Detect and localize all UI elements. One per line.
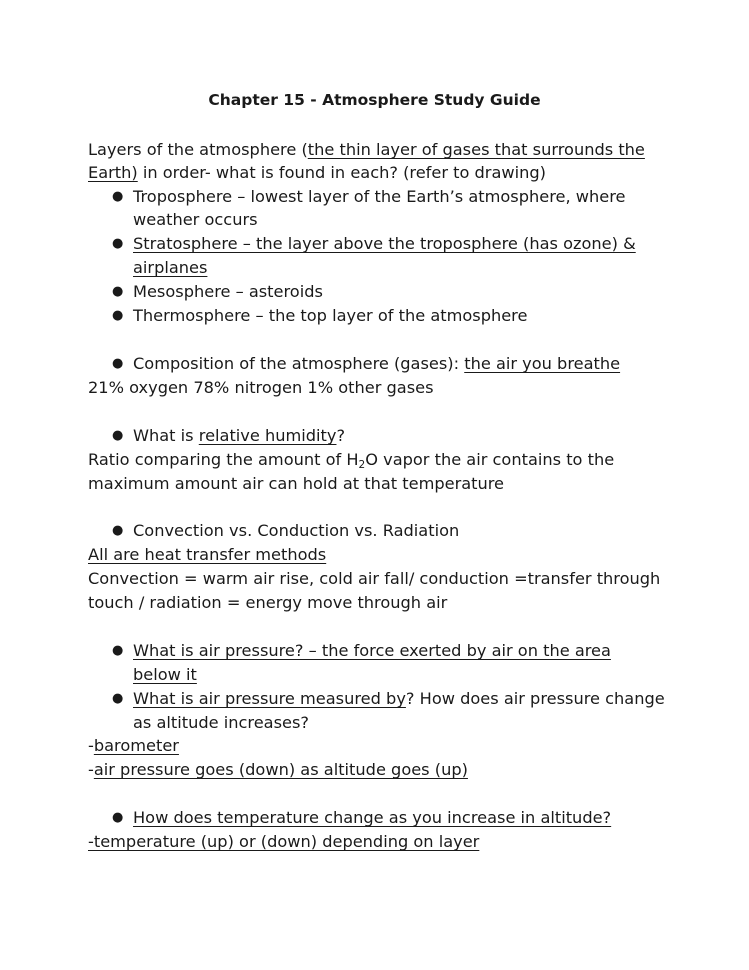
layers-intro-line1: Layers of the atmosphere (the thin layer of gases that surrounds the <box>88 140 645 159</box>
bullet-icon: ● <box>112 691 124 706</box>
bullet-icon: ● <box>112 523 124 538</box>
bullet-icon: ● <box>112 356 124 371</box>
temperature-answer: -temperature (up) or (down) depending on layer <box>88 832 480 851</box>
troposphere-item-cont: weather occurs <box>133 210 258 229</box>
bullet-icon: ● <box>112 308 124 323</box>
temperature-question: How does temperature change as you increase in altitude? <box>133 808 612 827</box>
mesosphere-item: Mesosphere – asteroids <box>133 282 323 301</box>
heat-answer-line1: All are heat transfer methods <box>88 545 327 564</box>
humidity-answer-line1: Ratio comparing the amount of $H_2O$ vapor the air contains to the <box>88 450 615 471</box>
thermosphere-item: Thermosphere – the top layer of the atmosphere <box>133 306 528 325</box>
humidity-answer-line2: maximum amount air can hold at that temperature <box>88 474 505 493</box>
heat-answer-line3: touch / radiation = energy move through air <box>88 593 448 612</box>
heat-question: Convection vs. Conduction vs. Radiation <box>133 521 460 540</box>
heat-answer-line2: Convection = warm air rise, cold air fall/ conduction =transfer through <box>88 569 661 588</box>
bullet-icon: ● <box>112 643 124 658</box>
bullet-icon: ● <box>112 284 124 299</box>
bullet-icon: ● <box>112 810 124 825</box>
pressure-answer1: -barometer <box>88 736 179 755</box>
bullet-icon: ● <box>112 236 124 251</box>
stratosphere-item: Stratosphere – the layer above the troposphere (has ozone) & <box>133 234 636 253</box>
layers-intro-line2: Earth) in order- what is found in each? (refer to drawing) <box>88 163 546 182</box>
humidity-question: What is relative humidity? <box>133 426 346 445</box>
pressure-question1: What is air pressure? – the force exerted by air on the area <box>133 641 611 660</box>
pressure-question2: What is air pressure measured by? How does air pressure change <box>133 689 665 708</box>
page-title: Chapter 15 - Atmosphere Study Guide <box>208 91 541 109</box>
bullet-icon: ● <box>112 428 124 443</box>
composition-question: Composition of the atmosphere (gases): the air you breathe <box>133 354 621 373</box>
pressure-question2-cont: as altitude increases? <box>133 713 309 732</box>
pressure-question1-cont: below it <box>133 665 197 684</box>
bullet-icon: ● <box>112 189 124 204</box>
composition-answer: 21% oxygen 78% nitrogen 1% other gases <box>88 378 434 397</box>
pressure-answer2: -air pressure goes (down) as altitude goes (up) <box>88 760 468 779</box>
stratosphere-item-cont: airplanes <box>133 258 208 277</box>
troposphere-item: Troposphere – lowest layer of the Earth’s atmosphere, where <box>133 187 626 206</box>
